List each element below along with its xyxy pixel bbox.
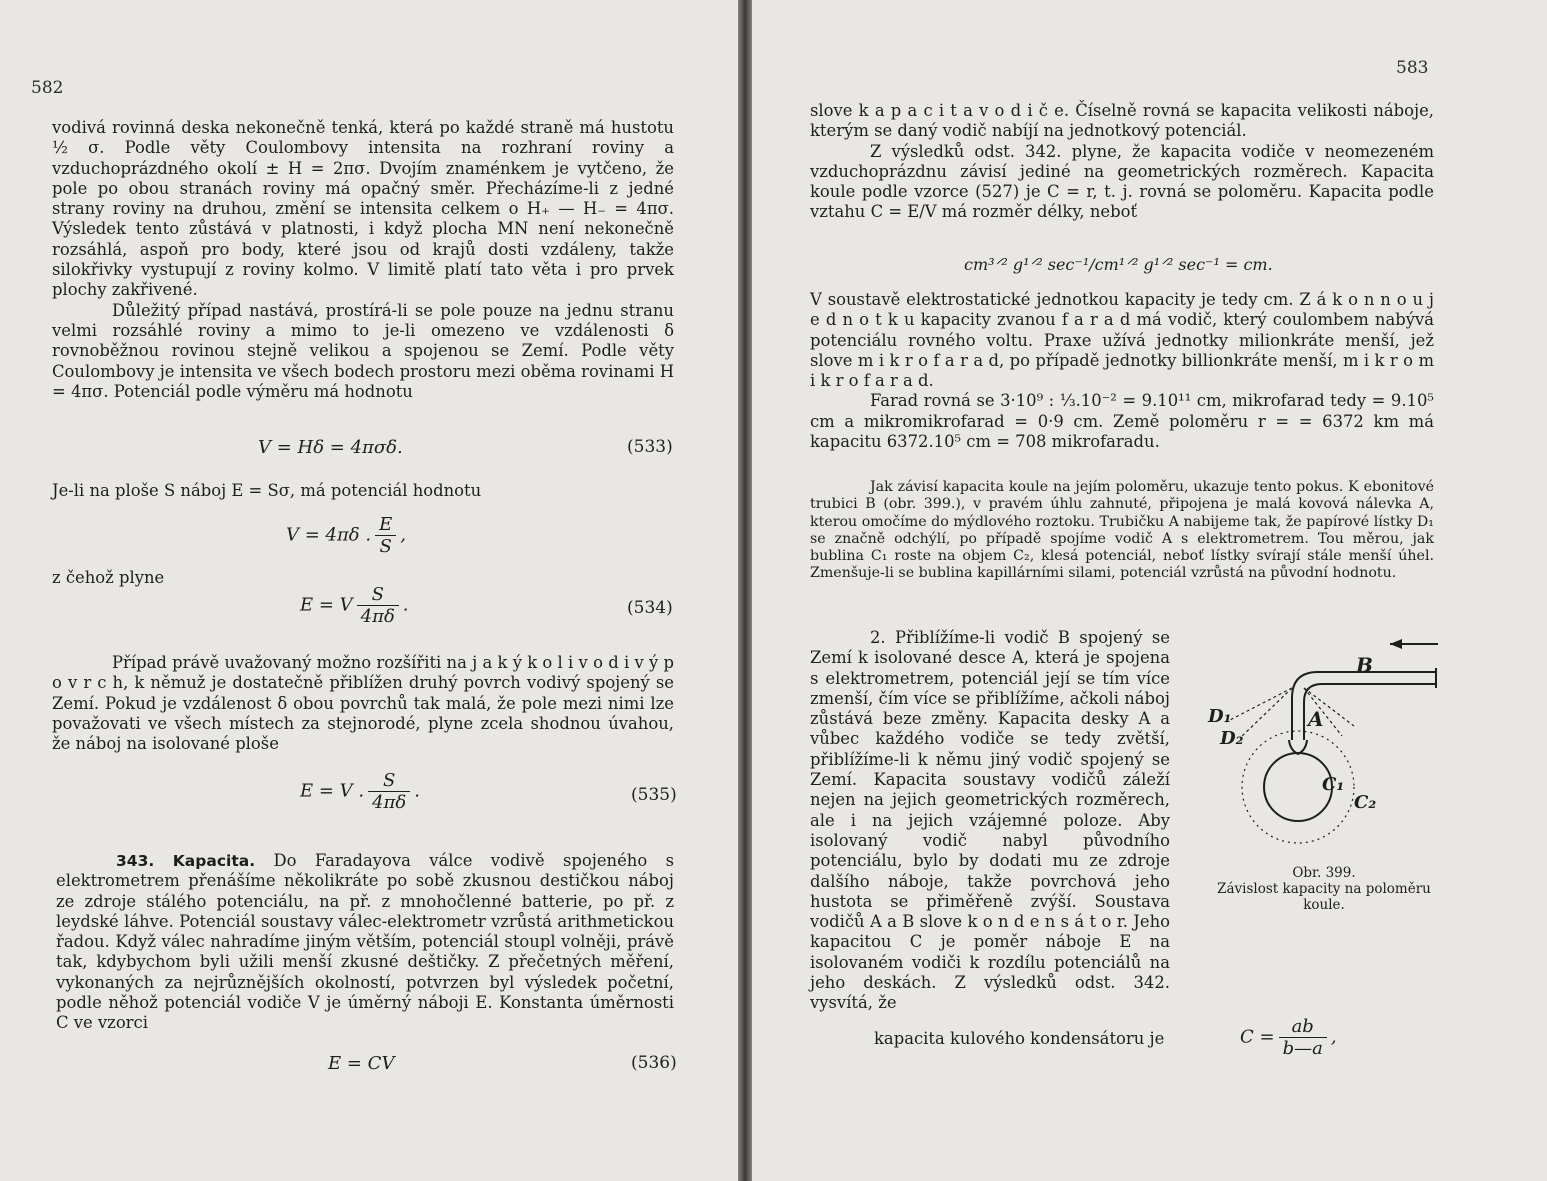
paragraph	[810, 628, 1170, 1014]
figure-number: Obr. 399.	[1292, 865, 1356, 881]
arrow-icon	[1390, 639, 1402, 649]
paragraph-text: Farad rovná se 3·10⁹ : ⅓.10⁻² = 9.10¹¹ cm, mikrofarad tedy = 9.10⁵ cm a mikromikrofarad = 0·9 cm. Země poloměru r = = 6372 km má kapacitu 6372.10⁵ cm = 708 mikrofaradu.	[810, 391, 1434, 452]
paragraph-text: Do Faradayova válce vodivě spojeného s elektrometrem přenášíme několikráte po sobě zkusnou destičkou náboj ze zdroje stálého potenciálu, na př. z mnohočlenné batterie, po př. z leydské láhve. Potenciál soustavy válec-elektrometr vzrůstá arithmetickou řadou. Když válec nahradíme jiným větším, potenciál stoupl volněji, právě tak, kdybychom byli užili menší zkusné deštičky. Z přečetných měření, vykonaných za nejrůznějších okolností, potvrzen byl výsledek početní, podle něhož potenciál vodiče V je úměrný náboji E. Konstanta úměrnosti C ve vzorci	[56, 851, 674, 1033]
paragraph-text: vodivá rovinná deska nekonečně tenká, která po každé straně má hustotu ½ σ. Podle věty Coulombovy intensita na rozhraní roviny a vzduchoprázdného okolí ± H = 2πσ. Dvojím znaménkem je vytčeno, že pole po obou stranách roviny má opačný směr. Přecházíme-li z jedné strany roviny na druhou, změní se intensita celkem o H₊ — H₋ = 4πσ. Výsledek tento zůstává v platnosti, i když plocha MN není nekonečně rozsáhlá, aspoň pro body, které jsou od krajů dosti vzdáleny, takže silokřivky vystupují z roviny kolmo. V limitě platí tato věta i pro prvek plochy zakřivené.	[52, 118, 674, 300]
paragraph	[52, 118, 674, 402]
section-343	[56, 851, 674, 1034]
right-page	[752, 0, 1547, 1181]
equation-v	[286, 514, 406, 557]
paragraph-text: 2. Přiblížíme-li vodič B spojený se Zemí k isolované desce A, která je spojena s elektrometrem, potenciál její se tím více zmenší, čím více se přiblížíme, ačkoli náboj zůstává beze změny. Kapacita desky A a vůbec každého vodiče se tedy zvětší, přiblížíme-li k němu jiný vodič spojený se Zemí. Kapacita soustavy vodičů záleží nejen na jejich geometrických rozměrech, ale i na jejich vzájemné poloze. Aby isolovaný vodič nabyl původního potenciálu, bylo by dodati mu ze zdroje dalšího náboje, takže povrchová jeho hustota se přiměřeně zvýší. Soustava vodičů A a B slove k o n d e n s á t o r. Jeho kapacitou C je poměr náboje E na isolovaném vodiči k rozdílu potenciálů na jeho deskách. Z výsledků odst. 342. vysvítá, že	[810, 628, 1170, 1013]
equation-lhs: V = 4πδ .	[286, 524, 372, 546]
leaf-d2	[1240, 688, 1292, 738]
denominator: b—a	[1282, 1038, 1323, 1059]
paragraph	[52, 481, 674, 501]
label-c1: C₁	[1322, 774, 1345, 795]
tube-b-inner	[1304, 684, 1436, 740]
section-heading: 343. Kapacita.	[116, 852, 256, 870]
paragraph-text: slove k a p a c i t a v o d i č e. Číselně rovná se kapacita velikosti náboje, kterým se daný vodič nabíjí na jednotkový potenciál.	[810, 101, 1434, 141]
fraction	[357, 584, 399, 627]
paragraph	[810, 101, 1434, 223]
figure-caption	[1204, 865, 1444, 913]
equation-capacity	[1240, 1016, 1337, 1059]
paragraph	[52, 653, 674, 754]
paragraph-text: Jak závisí kapacita koule na jejím poloměru, ukazuje tento pokus. K ebonitové trubici B (obr. 399.), v pravém úhlu zahnuté, připojena je malá kovová nálevka A, kterou omočíme do mýdlového roztoku. Trubičku A nabijeme tak, že papírové lístky D₁ se značně odchýlí, po případě spojíme vodič A s elektrometrem. Tou měrou, jak bublina C₁ roste na objem C₂, klesá potenciál, neboť lístky svírají stále menší úhel. Zmenšuje-li se bublina kapillárními silami, potenciál vzrůstá na původní hodnotu.	[810, 479, 1434, 582]
equation-lhs: E = V	[300, 594, 353, 616]
equation-tail: ,	[400, 524, 406, 546]
numerator: ab	[1279, 1016, 1327, 1038]
equation-number: (534)	[627, 598, 673, 618]
denominator: 4πδ	[372, 792, 407, 813]
equation-536: E = CV	[328, 1053, 395, 1074]
equation-533: V = Hδ = 4πσδ.	[258, 437, 403, 458]
paragraph	[810, 290, 1434, 452]
paragraph-text: Z výsledků odst. 342. plyne, že kapacita vodiče v neomezeném vzduchoprázdnu závisí jediné na geometrických rozměrech. Kapacita koule podle vzorce (527) je C = r, t. j. rovná se poloměru. Kapacita podle vztahu C = E/V má rozměr délky, neboť	[810, 141, 1434, 222]
equation-tail: .	[414, 780, 420, 802]
figure-caption-text: Závislost kapacity na poloměru koule.	[1217, 881, 1431, 913]
equation-number: (536)	[631, 1053, 677, 1073]
numerator: S	[357, 584, 399, 606]
funnel-a	[1289, 740, 1307, 754]
page-number: 583	[1396, 58, 1429, 78]
fraction	[375, 514, 396, 557]
text-line: kapacita kulového kondensátoru je	[874, 1029, 1165, 1048]
small-print-paragraph	[810, 479, 1434, 583]
equation-535	[300, 770, 420, 813]
dimension-equation: cm³ᐟ² g¹ᐟ² sec⁻¹/cm¹ᐟ² g¹ᐟ² sec⁻¹ = cm.	[964, 255, 1273, 274]
label-d2: D₂	[1220, 728, 1244, 749]
equation-tail: ,	[1330, 1026, 1337, 1048]
equation-lhs: C =	[1240, 1026, 1275, 1048]
figure-399	[1204, 630, 1444, 860]
denominator: S	[379, 536, 392, 557]
paragraph-text: V soustavě elektrostatické jednotkou kapacity je tedy cm. Z á k o n n o u j e d n o t k u kapacity zvanou f a r a d má vodič, který coulombem nabývá potenciálu rovného voltu. Praxe užívá jednotky milionkráte menší, jež slove m i k r o f a r a d, po případě jednotky billionkráte menší, m i k r o m i k r o f a r a d.	[810, 290, 1434, 391]
fraction	[368, 770, 410, 813]
paragraph-text: Případ právě uvažovaný možno rozšířiti na j a k ý k o l i v o d i v ý p o v r c h, k němuž je dostatečně přiblížen druhý povrch vodivý spojený se Zemí. Pokud je vzdálenost δ obou povrchů tak malá, že pole mezi nimi lze považovati ve všech místech za stejnorodé, plyne zcela shodnou úvahou, že náboj na isolované ploše	[52, 653, 674, 754]
label-b: B	[1356, 653, 1373, 677]
equation-534	[300, 584, 409, 627]
leaf-d1	[1226, 688, 1292, 722]
left-page	[0, 0, 738, 1181]
page-number: 582	[31, 78, 64, 98]
paragraph-text: Důležitý případ nastává, prostírá-li se pole pouze na jednu stranu velmi rozsáhlé roviny a mimo to je-li omezeno ve vzdálenosti δ rovnoběžnou rovinou stejně velikou a spojenou se Zemí. Podle věty Coulombovy je intensita ve všech bodech prostoru mezi oběma rovinami H = 4πσ. Potenciál podle výměru má hodnotu	[52, 300, 674, 401]
label-d1: D₁	[1208, 706, 1232, 727]
equation-lhs: E = V .	[300, 780, 365, 802]
denominator: 4πδ	[360, 606, 395, 627]
numerator: E	[375, 514, 396, 536]
equation-number: (535)	[631, 785, 677, 805]
numerator: S	[368, 770, 410, 792]
paragraph-text: Je-li na ploše S náboj E = Sσ, má potenciál hodnotu	[52, 481, 482, 500]
fraction	[1279, 1016, 1327, 1059]
equation-number: (533)	[627, 437, 673, 457]
equation-tail: .	[402, 594, 409, 616]
label-a: A	[1308, 707, 1324, 731]
label-c2: C₂	[1354, 792, 1377, 813]
text-line: z čehož plyne	[52, 568, 165, 587]
